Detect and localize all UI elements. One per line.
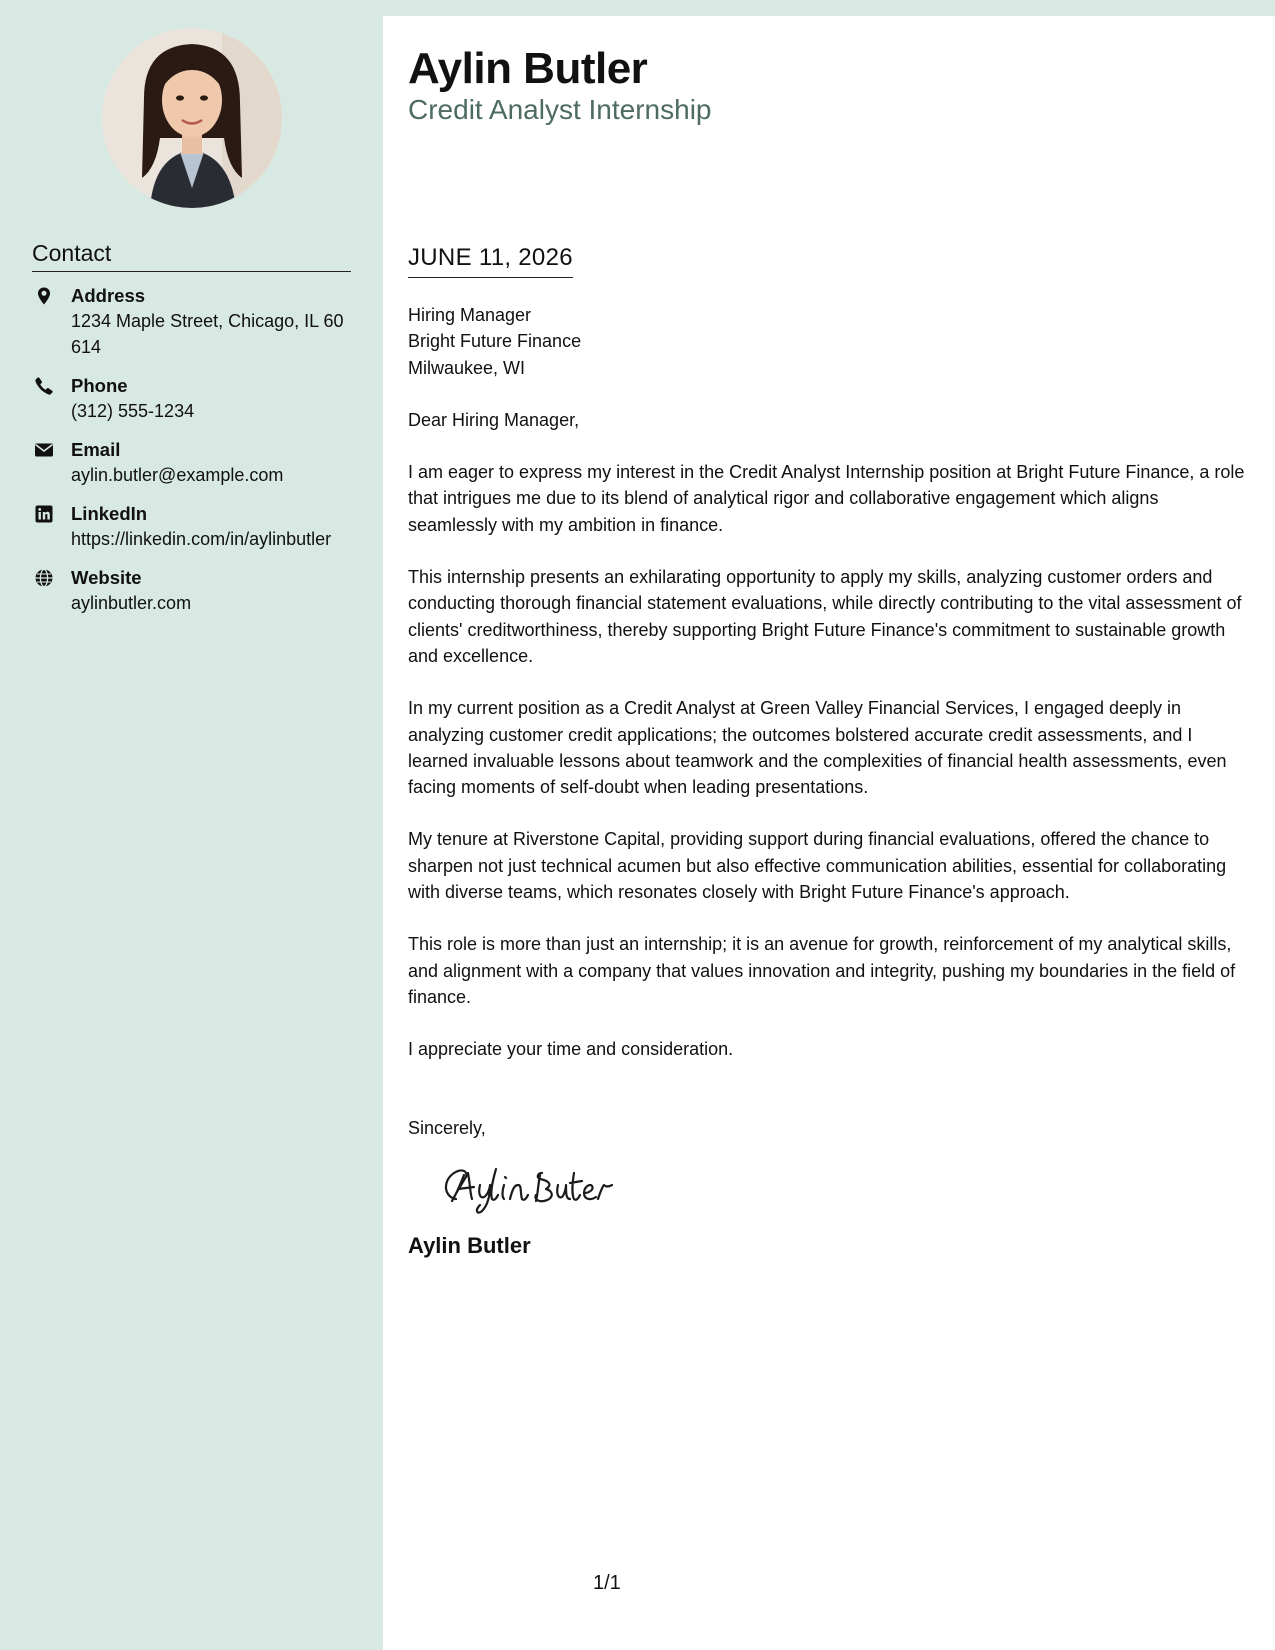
handwritten-signature bbox=[434, 1159, 654, 1219]
body-paragraph: My tenure at Riverstone Capital, providing support during financial evaluations, offered the chance to sharpen not just technical acumen but also effective communication abilities, essential for collaborating with diverse teams, which resonates closely with Bright Future Finance's approach. bbox=[408, 829, 1227, 903]
contact-label: Address bbox=[71, 285, 146, 306]
recipient-line: Milwaukee, WI bbox=[408, 357, 526, 378]
letter-body bbox=[408, 302, 1248, 1259]
salutation: Dear Hiring Manager, bbox=[408, 409, 580, 430]
recipient-line: Bright Future Finance bbox=[408, 331, 582, 352]
phone-value: (312) 555-1234 bbox=[71, 401, 195, 421]
body-paragraph: This internship presents an exhilarating opportunity to apply my skills, analyzing customer orders and conducting thorough financial statement evaluations, while directly contributing to the vital assessment of clients' creditworthiness, thereby supporting Bright Future Finance's commitment to sustainable growth and excellence. bbox=[408, 567, 1242, 666]
letter-page bbox=[383, 16, 1275, 1650]
map-pin-icon bbox=[34, 286, 54, 306]
signer-name: Aylin Butler bbox=[408, 1232, 531, 1258]
contact-label: LinkedIn bbox=[71, 503, 148, 524]
contact-heading: Contact bbox=[32, 240, 351, 272]
applicant-name: Aylin Butler bbox=[408, 44, 648, 93]
website-link[interactable]: aylinbutler.com bbox=[71, 593, 192, 613]
contact-label: Email bbox=[71, 439, 121, 460]
contact-item-phone bbox=[32, 374, 352, 424]
job-title: Credit Analyst Internship bbox=[408, 94, 712, 125]
sidebar bbox=[0, 0, 383, 1650]
page-number: 1/1 bbox=[593, 1572, 621, 1594]
body-paragraph: I appreciate your time and consideration. bbox=[408, 1039, 734, 1060]
email-link[interactable]: aylin.butler@example.com bbox=[71, 465, 284, 485]
contact-item-website bbox=[32, 566, 352, 616]
contact-item-address bbox=[32, 284, 352, 360]
recipient-block bbox=[408, 302, 1248, 381]
body-paragraph: This role is more than just an internship; it is an avenue for growth, reinforcement of my analytical skills, and alignment with a company that values innovation and integrity, pushing my boundaries in the field of finance. bbox=[408, 934, 1236, 1007]
contact-label: Website bbox=[71, 567, 142, 588]
address-value: 1234 Maple Street, Chicago, IL 60614 bbox=[71, 311, 344, 357]
closing: Sincerely, bbox=[408, 1117, 486, 1138]
body-paragraph: In my current position as a Credit Analyst at Green Valley Financial Services, I engaged deeply in analyzing customer credit applications; the outcomes bolstered accurate credit assessments, and I learned invaluable lessons about teamwork and the complexities of financial health assessments, even facing moments of self-doubt when leading presentations. bbox=[408, 698, 1227, 798]
contact-item-linkedin bbox=[32, 502, 352, 552]
linkedin-icon bbox=[34, 504, 54, 524]
globe-icon bbox=[34, 568, 54, 588]
recipient-line: Hiring Manager bbox=[408, 305, 532, 325]
contact-list bbox=[32, 284, 352, 630]
envelope-icon bbox=[34, 440, 54, 460]
linkedin-link[interactable]: https://linkedin.com/in/aylinbutler bbox=[71, 529, 332, 549]
body-paragraph: I am eager to express my interest in the Credit Analyst Internship position at Bright Future Finance, a role that intrigues me due to its blend of analytical rigor and collaborative engagement which aligns seamlessly with my ambition in finance. bbox=[408, 462, 1245, 535]
letter-date: JUNE 11, 2026 bbox=[408, 244, 573, 278]
contact-label: Phone bbox=[71, 375, 128, 396]
profile-photo bbox=[102, 28, 282, 208]
phone-icon bbox=[34, 376, 54, 396]
contact-item-email bbox=[32, 438, 352, 488]
